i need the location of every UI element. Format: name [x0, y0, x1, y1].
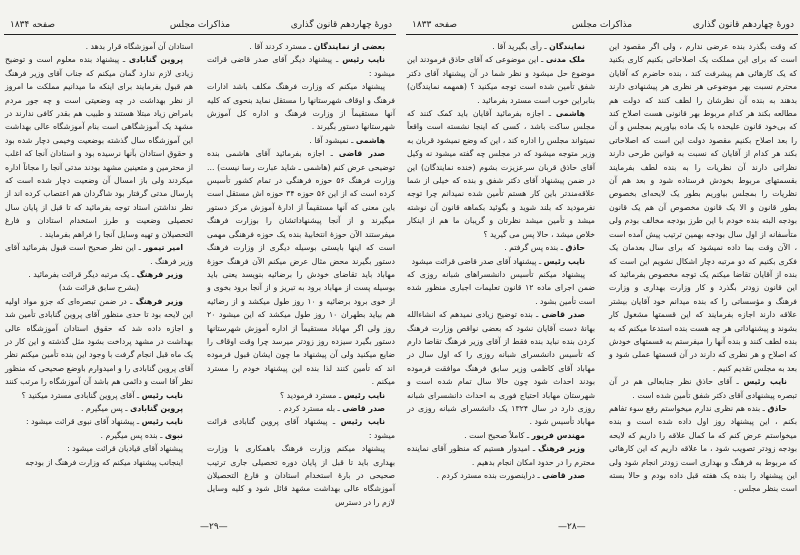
- paragraph-text: پیشنهاد آقای پروین گنابادی قرائت میشود :: [207, 417, 395, 440]
- speech-paragraph: حاذق ـ بنده پس گرفتم .: [504, 243, 585, 253]
- paragraph-text: امیدوار هستیم که منظور آقای نماینده محترم را در حدود امکان انجام بدهیم .: [407, 444, 595, 467]
- speaker-name: هاشمی: [555, 109, 585, 119]
- paragraph-text: بله مسترد کردم .: [278, 403, 336, 413]
- speech-paragraph: وزیر فرهنگ ـ یک مرتبه دیگر قرائت بفرمائید .: [28, 269, 183, 279]
- speech-paragraph: هاشمی ـ نمیشود آقا .: [309, 135, 385, 145]
- paragraph-text: (بشرح سابق قرائت شد): [58, 283, 140, 293]
- speech-paragraph: صدر قاضی ـ دراینصورت بنده مسترد کردم .: [436, 471, 585, 480]
- speaker-name: امیر تیمور: [143, 243, 183, 253]
- speaker-name: نایب رئیس: [743, 377, 787, 387]
- paragraph-text: در ضمن تبصره‌ای که جزو مواد اولیه این لایحه بود تا حدی منظور آقای پروین گنابادی تأمین شد و اجازه داده شد که حقوق استادان آموزشگاه عالی بهداشت در مشهد پرداخت بشود مثل گذشته و این کار در یک ماه قبل انجام گرفت با وجود این بنده تأمین میکنم نظر آقای پروین گنابادی را و امیدوارم باوضع صحیحی که منظور نظر آقا است و دائمی هم باشد آن آموزشگاه را مرتب کنند: [5, 296, 193, 387]
- speaker-name: صدر قاضی: [342, 403, 385, 413]
- speaker-name: حاذق: [565, 243, 585, 253]
- speech-paragraph: هاشمی ـ اجازه بفرمائید آقایان باید کمک کنند که مجلس ساکت باشد ، کسی که اینجا نشسته است واقعاً نمیتواند مجلس را اداره کند ، این که وضع نمیشود قربان به وزیر متوجه میشود که در مجلس چه گفته میشود نه وکیل آقای حاذق قربان سرعزیزت بشوم (خنده نمایندگان) این در ضمن پیشنهاد آقای دکتر شفق و بنده که خیلی از شما علاقه‌مندتر باین کار هستم تأمین شده نمیدانم چرا توجه نفرمودید که بلند شوید و بگوئید بکماهه قانون آن نوشته میشد و تأمین میشد نظرتان و گریبان ما هم از اینکار خلاص میشد ، حالا پس می گیرید ؟: [407, 109, 595, 239]
- speaker-name: وزیر فرهنگ: [136, 269, 183, 279]
- paragraph-text: پیشنهاد آقای نبوی قرائت میشود :: [26, 417, 135, 427]
- speech-paragraph: امیر تیمور ـ این نظر صحیح است قبول بفرمائید آقای وزیر فرهنگ .: [5, 243, 193, 266]
- speaker-name: وزیر فرهنگ: [538, 444, 586, 454]
- paragraph-text: پیشنهاد میکنم تأسیس دانشسراهای شبانه روزی که ضمن اجرای ماده ۱۲ قانون تعلیمات اجباری منظور شده است تأمین بشود .: [407, 269, 595, 306]
- speaker-name: هاشمی: [355, 135, 385, 145]
- paragraph-text: پیشنهاد دیگر آقای صدر قاضی قرائت میشود :: [207, 55, 395, 78]
- publication-title: مذاکرات مجلس: [169, 20, 231, 30]
- text-paragraph: [5, 442, 193, 455]
- text-paragraph: [407, 268, 595, 308]
- paragraph-text: دراینصورت بنده مسترد کردم .: [436, 471, 536, 480]
- paragraph-text: استادان آن آموزشگاه قرار بدهد .: [85, 42, 193, 51]
- session-period: دورهٔ چهاردهم قانون گذاری: [290, 20, 392, 30]
- paragraph-text: پیشنهاد آقای قیادیان قرائت میشود :: [67, 444, 183, 454]
- speaker-name: وزیر فرهنگ: [135, 296, 183, 306]
- text-paragraph: [609, 40, 797, 375]
- session-period: دورهٔ چهاردهم قانون گذاری: [692, 20, 794, 30]
- paragraph-text: پیشنهاد بنده معلوم است و توضیح زیادی لازم ندارد گمان میکنم که جناب آقای وزیر فرهنگ هم قبول بفرمایند برای اینکه ما میدانیم مملکت ما امروز از نظر بهداشت در چه وضعیتی است و چه جور مردم بامراض زیاد مبتلا هستند و طبیب هم بقدر کافی ندارند در مشهد یک آموزشگاهی است بنام آموزشگاه عالی بهداشت این آموزشگاه سال گذشته بوضعیت وخیمی دچار شده بود و حقوق استادان بآنها نرسیده بود و استادان آنجا که اغلب از محترمین و متعینین مشهد بودند مدتی آنجا را مجاناً اداره میکردند ولی باز امسال آن وضعیت دچار شده است که پارسال مدتی گرفتار بود شاگردان هم اعتصاب کرده اند از نظر نداشتن استاد توجه بفرمائید که تا قبل از پایان سال تحصیلی وضعیت و طرز استخدام استادان و فارغ التحصیلان و تهیه وسایل آنجا را فراهم بفرمایند .: [5, 55, 193, 239]
- speaker-name: بعضی از نمایندگان: [313, 42, 385, 51]
- speech-paragraph: نایب رئیس ـ آقای حاذق نظر جنابعالی هم در آن تبصره پیشنهادی آقای دکتر شفق تأمین شده است .: [609, 377, 797, 400]
- speech-paragraph: وزیر فرهنگ ـ امیدوار هستیم که منظور آقای نماینده محترم را در حدود امکان انجام بدهیم .: [407, 444, 595, 467]
- speech-paragraph: صدر قاضی ـ بنده توضیح زیادی نمیدهم که انشاءالله بهانهٔ دست آقایان نشود که بعضی نواقص وزارت فرهنگ کردن بنده نباید بنده فقط از آقای وزیر فرهنگ تقاضا دارم که تأسیس دانشسرای شبانه روزی را که اول سال در مهاباد آقای کاظمی وزیر سابق فرهنگ موافقت فرموده بودند احداث شود چون حالا سال تمام شده است و شهرستان مهاباد احتیاج فوری به احداث دانشسرای شبانه روزی دارد در سال ۱۳۲۴ یک دانشسرای شبانه روزی در مهاباد تأسیس شود .: [407, 310, 596, 427]
- speech-paragraph: صدر قاضی ـ بله مسترد کردم .: [278, 403, 385, 413]
- paragraph-text: نمیشود آقا .: [309, 135, 349, 145]
- right-page: [406, 0, 798, 555]
- speaker-name: نمایندگان: [549, 42, 585, 51]
- text-paragraph: [207, 442, 395, 509]
- speaker-name: پروین گنابادی: [130, 403, 183, 413]
- page-footer-number: —۲۹—: [200, 522, 228, 532]
- speech-paragraph: نایب رئیس ـ آقای پروین گنابادی مسترد میکنید ؟: [21, 390, 183, 400]
- speaker-name: نایب رئیس: [343, 390, 385, 400]
- speaker-name: صدر قاضی: [542, 471, 585, 480]
- left-page: [4, 0, 396, 555]
- speech-paragraph: پروین گنابادی ـ پیشنهاد بنده معلوم است و توضیح زیادی لازم ندارد گمان میکنم که جناب آقای وزیر فرهنگ هم قبول بفرمایند برای اینکه ما میدانیم مملکت ما امروز از نظر بهداشت در چه وضعیتی است و چه جور مردم بامراض زیاد مبتلا هستند و طبیب هم بقدر کافی ندارند در مشهد یک آموزشگاهی است بنام آموزشگاه عالی بهداشت این آموزشگاه سال گذشته بوضعیت وخیمی دچار شده بود و حقوق استادان بآنها نرسیده بود و استادان آنجا که اغلب از محترمین و متعینین مشهد بودند مدتی آنجا را مجاناً اداره میکردند ولی باز امسال آن وضعیت دچار شده است که پارسال مدتی گرفتار بود شاگردان هم اعتصاب کرده اند از نظر نداشتن استاد توجه بفرمائید که تا قبل از پایان سال تحصیلی وضعیت و طرز استخدام استادان و فارغ التحصیلان و تهیه وسایل آنجا را فراهم بفرمایند .: [5, 55, 193, 239]
- speaker-name: پروین گنابادی: [128, 55, 183, 65]
- speech-paragraph: مهندس فریور ـ کاملاً صحیح است .: [464, 430, 585, 440]
- text-column-left: [5, 40, 193, 469]
- speaker-name: صدر قاضی: [541, 310, 585, 320]
- paragraph-text: کاملاً صحیح است .: [464, 430, 525, 440]
- paragraph-text: مسترد کردند آقا .: [249, 42, 307, 51]
- paragraph-text: آقای حاذق نظر جنابعالی هم در آن تبصره پیشنهادی آقای دکتر شفق تأمین شده است .: [609, 377, 797, 400]
- page-number: صفحه ۱۸۳۳: [412, 20, 458, 30]
- speech-paragraph: نمایندگان ـ رأی بگیرید آقا .: [492, 42, 585, 51]
- speaker-name: نایب رئیس: [141, 390, 183, 400]
- text-column-left: [407, 40, 595, 482]
- paragraph-text: که وقت بگذرد بنده عرضی ندارم ، ولی اگر مقصود این است که برای این مملکت یک اصلاحاتی بکنیم کاری بکنید که یک کارهائی هم پیشرفت کند ، بنده حاضرم که آقایان محترم نسبت بهر موضوعی هر نظری هر پیشنهادی دارند بدهند به بنده آن نظرشان را لطف کنند که دولت هم مطالعه بکند هر کدام مربوط بهر قانونی هست اصلاح کند که بی‌خود قانون علیحده با یک ماده بیاوریم بمجلس و آن را بعد اصلاح بکنیم مقصود دولت این است که اصلاحاتی بکند هر کدام از آقایان که نسبت به قوانین طرحی دارند نظراتی دارند آن نظریات را به بنده لطف بفرمایند بقسمتهای مربوط بخودش فرستاده شود و بعد هم آن نظریات را بمجلس بیاوریم بطور یک لایحه‌ای بخصوص بطور قانون و الا یک قانون مخصوص آن هم یک قانون بودجه البته بنده خودم با این طرز بودجه مخالف بودم ولی متأسفانه از اول سال بودجه بهمین ترتیب پیش آمده است ، الآن وقت بما داده نمیشود که برای سال بعدمان یک فکری بکنیم که دو مرتبه دچار اشکال نشویم این است که بنده از آقایان تقاضا میکنم یک توجه مخصوص بفرمائید که این قانون زودتر بگذرد و کار وزارت بهداری و وزارت فرهنگ و مؤسساتی را که بنده میدانم خود آقایان بیشتر علاقه دارند اجازه بفرمایند که این قسمتها مشغول کار بشوند و پیشنهاداتی هر چه هست بنده استدعا میکنم که به بنده لطف کنند و بنده آنها را میفرستم به قسمتهای خودش که اصلاح و هر نظری که دارند در آن قسمتها عملی شود و بعد به مجلس تقدیم کنیم .: [609, 42, 797, 373]
- paragraph-text: اینجانب پیشنهاد میکنم که وزارت فرهنگ از بودجه: [25, 457, 183, 467]
- speech-paragraph: نایب رئیس ـ پیشنهاد آقای صدر قاضی قرائت میشود: [411, 256, 585, 266]
- speech-paragraph: صدر قاضی ـ اجازه بفرمائید آقای هاشمی بنده توضیحی عرض کنم (هاشمی ـ شاید عبارت رسا نیست) ... وزارت فرهنگ ۵۶ حوزه فرهنگی در تمام کشور تأسیس کرده است که از این ۵۶ حوزه ۳۴ حوزه اش مستقل است باین معنی که آنها مستقیماً از ادارهٔ آموزش مرکز دستور میگیرند و از آنجا پیشنهاداتشان را بوزارت فرهنگ میفرستند الآن حوزهٔ انتخابیهٔ بنده یک حوزه فرهنگی مهمی است که اینها بایستی بوسیله دیگری از وزارت فرهنگ دستور بگیرند محض مثال عرض میکنم الآن فرهنگ حوزهٔ مهاباد باید تقاضای خودش را برضائیه بنویسد یعنی باید بوسیله پست از مهاباد برود به تبریز و از آنجا برود بخوی و از خوی برود برضائیه و ۱۰ روز طول میکشد و از رضائیه هم بیاید بطهران ۱۰ روز طول میکشد که این میشود ۲۰ روز ولی اگر مهاباد مستقیماً از اداره آموزش شهرستانها دستور بگیرد سیزده روز زودتر میرسد چرا وقت اوقاف را ضایع میکنید ولی آن پیشنهاد ما چون ایشان قبول فرموده اند که تأمین کنند لذا بنده این پیشنهاد خودم را مسترد میکنم .: [207, 149, 396, 387]
- paragraph-text: پیشنهاد میکنم وزارت فرهنگ باهمکاری با وزارت بهداری باید تا قبل از پایان دوره تحصیلی جاری ترتیب صحیحی در بارهٔ استخدام استادان و فارغ التحصیلان آموزشگاه عالی بهداشت مشهد قائل شود و کلیه وسایل لازم را در دسترس: [207, 444, 395, 507]
- speaker-name: مهندس فریور: [531, 430, 585, 440]
- speaker-name: ملک مدنی: [545, 55, 585, 65]
- paragraph-text: اجازه بفرمائید آقای هاشمی بنده توضیحی عرض کنم (هاشمی ـ شاید عبارت رسا نیست) ... وزارت فرهنگ ۵۶ حوزه فرهنگی در تمام کشور تأسیس کرده است که از این ۵۶ حوزه ۳۴ حوزه اش مستقل است باین معنی که آنها مستقیماً از ادارهٔ آموزش مرکز دستور میگیرند و از آنجا پیشنهاداتشان را بوزارت فرهنگ میفرستند الآن حوزهٔ انتخابیهٔ بنده یک حوزه فرهنگی مهمی است که اینها بایستی بوسیله دیگری از وزارت فرهنگ دستور بگیرند محض مثال عرض میکنم الآن فرهنگ حوزهٔ مهاباد باید تقاضای خودش را برضائیه بنویسد یعنی باید بوسیله پست از مهاباد برود به تبریز و از آنجا برود بخوی و از خوی برود برضائیه و ۱۰ روز طول میکشد و از رضائیه هم بیاید بطهران ۱۰ روز طول میکشد که این میشود ۲۰ روز ولی اگر مهاباد مستقیماً از اداره آموزش شهرستانها دستور بگیرد سیزده روز زودتر میرسد چرا وقت اوقاف را ضایع میکنید ولی آن پیشنهاد ما چون ایشان قبول فرموده اند که تأمین کنند لذا بنده این پیشنهاد خودم را مسترد میکنم .: [207, 149, 396, 387]
- text-paragraph: [207, 80, 395, 134]
- speaker-name: نایب رئیس: [141, 417, 183, 427]
- paragraph-text: این نظر صحیح است قبول بفرمائید آقای وزیر فرهنگ .: [5, 243, 193, 266]
- text-paragraph: [5, 456, 193, 469]
- paragraph-text: پس میگیرم .: [80, 403, 123, 413]
- paragraph-text: پیشنهاد آقای صدر قاضی قرائت میشود: [411, 256, 537, 266]
- speaker-name: حاذق: [767, 403, 787, 413]
- page-header: [4, 20, 396, 35]
- page-number: صفحه ۱۸۳۴: [10, 20, 56, 30]
- speech-paragraph: ملک مدنی ـ این موضوعی که آقای حاذق فرمودند این موضوع حل میشود و نظر شما در آن پیشنهاد آقای دکتر شفق تأمین شده است توجه میکنید ؟ (همهمه نمایندگان) بنابراین خوب است مسترد بفرمائید .: [407, 55, 595, 105]
- speech-paragraph: نایب رئیس ـ پیشنهاد آقای نبوی قرائت میشود :: [26, 417, 183, 427]
- page-footer-number: —۲۸—: [558, 522, 586, 532]
- publication-title: مذاکرات مجلس: [571, 20, 633, 30]
- page-header: [406, 20, 798, 35]
- speaker-name: نبوی: [164, 430, 183, 440]
- paragraph-text: این موضوعی که آقای حاذق فرمودند این موضوع حل میشود و نظر شما در آن پیشنهاد آقای دکتر شفق تأمین شده است توجه میکنید ؟ (همهمه نمایندگان) بنابراین خوب است مسترد بفرمائید .: [407, 55, 595, 105]
- paragraph-text: پیشنهاد میکنم که وزارت فرهنگ مکلف باشد ادارات فرهنگ و اوقاف شهرستانها را مستقل نماید بنحوی که کلیه آنها مستقیماً از وزارت فرهنگ و اداره کل آموزش شهرستانها دستور بگیرند .: [207, 82, 395, 132]
- paragraph-text: بنده پس میگیرم .: [100, 430, 158, 440]
- paragraph-text: بنده توضیح زیادی نمیدهم که انشاءالله بهانهٔ دست آقایان نشود که بعضی نواقص وزارت فرهنگ کردن بنده نباید بنده فقط از آقای وزیر فرهنگ تقاضا دارم که تأسیس دانشسرای شبانه روزی را که اول سال در مهاباد آقای کاظمی وزیر سابق فرهنگ موافقت فرموده بودند احداث شود چون حالا سال تمام شده است و شهرستان مهاباد احتیاج فوری به احداث دانشسرای شبانه روزی دارد در سال ۱۳۲۴ یک دانشسرای شبانه روزی در مهاباد تأسیس شود .: [407, 310, 596, 427]
- speech-paragraph: نایب رئیس ـ پیشنهاد آقای پروین گنابادی قرائت میشود :: [207, 417, 395, 440]
- paragraph-text: بنده پس گرفتم .: [504, 243, 559, 253]
- speech-paragraph: بعضی از نمایندگان ـ مسترد کردند آقا .: [249, 42, 385, 51]
- paragraph-text: اجازه بفرمائید آقایان باید کمک کنند که مجلس ساکت باشد ، کسی که اینجا نشسته است واقعاً نمیتواند مجلس را اداره کند ، این که وضع نمیشود قربان به وزیر متوجه میشود که در مجلس چه گفته میشود نه وکیل آقای حاذق قربان سرعزیزت بشوم (خنده نمایندگان) این در ضمن پیشنهاد آقای دکتر شفق و بنده که خیلی از شما علاقه‌مندتر باین کار هستم تأمین شده نمیدانم چرا توجه نفرمودید که بلند شوید و بگوئید بکماهه قانون آن نوشته میشد و تأمین میشد نظرتان و گریبان ما هم از اینکار خلاص میشد ، حالا پس می گیرید ؟: [407, 109, 595, 239]
- speech-paragraph: نایب رئیس ـ پیشنهاد دیگر آقای صدر قاضی قرائت میشود :: [207, 55, 395, 78]
- text-paragraph: [5, 40, 193, 53]
- paragraph-text: رأی بگیرید آقا .: [492, 42, 542, 51]
- speech-paragraph: حاذق ـ بنده هم نظری ندارم میخواستم رفع سوء تفاهم بکنم ، این پیشنهاد روز اول داده شده است و بنده میخواستم عرض کنم که ما کمال علاقه را داریم که لایحه بودجه زودتر تصویب شود ، ما علاقه داریم که این کارهائی که مربوط به فرهنگ و بهداری است زودتر انجام شود ولی این پیشنهاد را بنده یک هفته قبل داده بودم و حالا بسته است بنظر مجلس .: [609, 403, 797, 494]
- text-paragraph: [5, 281, 193, 294]
- speech-paragraph: پروین گنابادی ـ پس میگیرم .: [80, 403, 183, 413]
- paragraph-text: یک مرتبه دیگر قرائت بفرمائید .: [28, 269, 130, 279]
- paragraph-text: آقای پروین گنابادی مسترد میکنید ؟: [21, 390, 135, 400]
- speaker-name: نایب رئیس: [340, 417, 385, 427]
- speech-paragraph: نبوی ـ بنده پس میگیرم .: [100, 430, 183, 440]
- speaker-name: صدر قاضی: [338, 149, 385, 159]
- speaker-name: نایب رئیس: [342, 55, 385, 65]
- text-column-right: [609, 40, 797, 496]
- speech-paragraph: وزیر فرهنگ ـ در ضمن تبصره‌ای که جزو مواد اولیه این لایحه بود تا حدی منظور آقای پروین گنابادی تأمین شد و اجازه داده شد که حقوق استادان آموزشگاه عالی بهداشت در مشهد پرداخت بشود مثل گذشته و این کار در یک ماه قبل انجام گرفت با وجود این بنده تأمین میکنم نظر آقای پروین گنابادی را و امیدوارم باوضع صحیحی که منظور نظر آقا است و دائمی هم باشد آن آموزشگاه را مرتب کنند: [5, 296, 193, 387]
- speaker-name: نایب رئیس: [543, 256, 585, 266]
- speech-paragraph: نایب رئیس ـ مسترد فرمودید ؟: [280, 390, 385, 400]
- paragraph-text: بنده هم نظری ندارم میخواستم رفع سوء تفاهم بکنم ، این پیشنهاد روز اول داده شده است و بنده میخواستم عرض کنم که ما کمال علاقه را داریم که لایحه بودجه زودتر تصویب شود ، ما علاقه داریم که این کارهائی که مربوط به فرهنگ و بهداری است زودتر انجام شود ولی این پیشنهاد را بنده یک هفته قبل داده بودم و حالا بسته است بنظر مجلس .: [609, 403, 797, 494]
- text-column-right: [207, 40, 395, 509]
- paragraph-text: مسترد فرمودید ؟: [280, 390, 337, 400]
